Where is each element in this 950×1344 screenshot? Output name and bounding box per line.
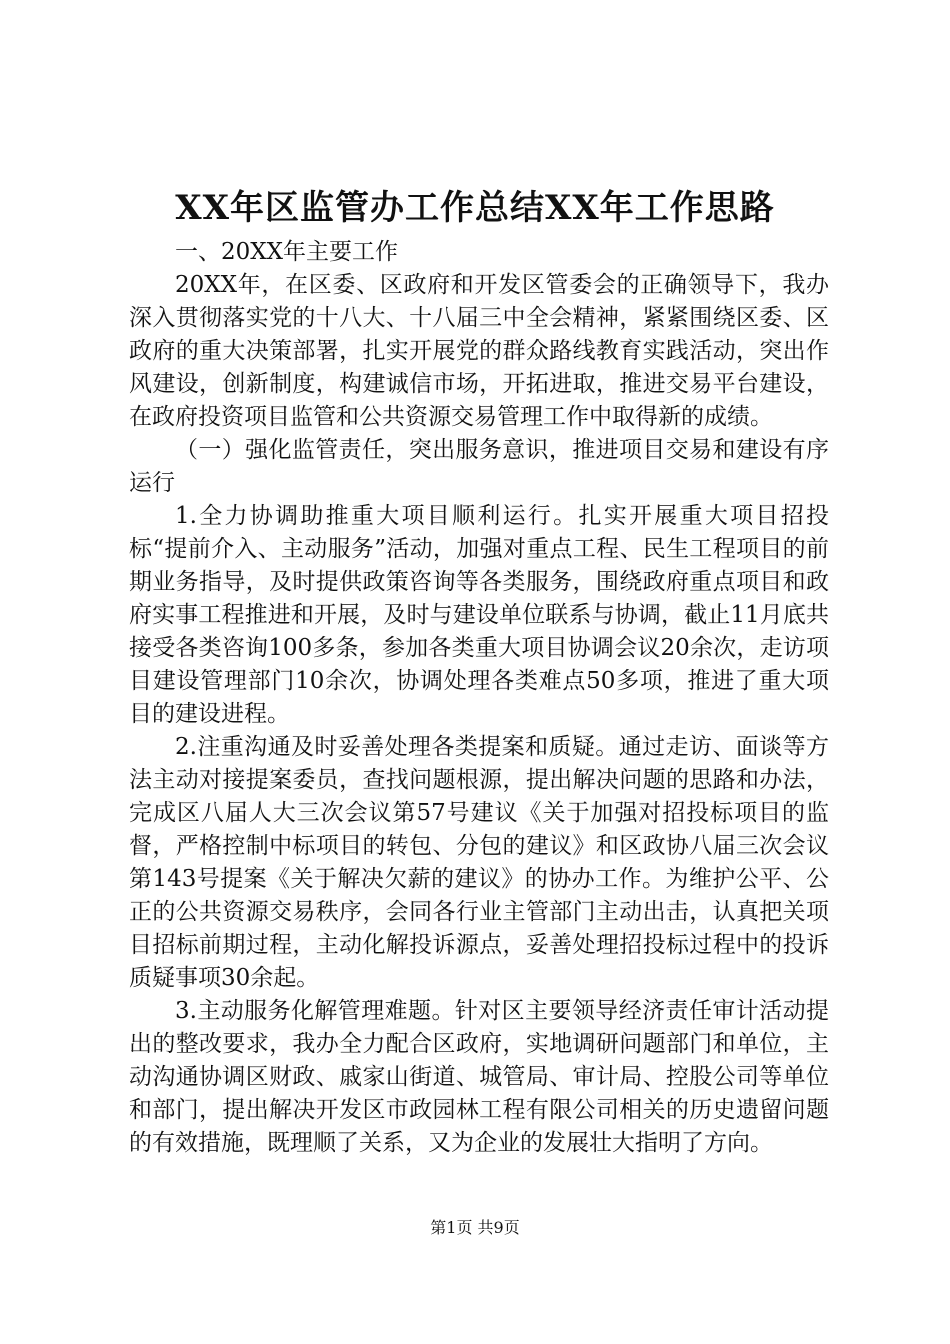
subsection-heading-1: （一）强化监管责任，突出服务意识，推进项目交易和建设有序运行 bbox=[129, 437, 829, 496]
section-heading-main-work: 一、20XX年主要工作 bbox=[175, 239, 399, 265]
document-title: XX年区监管办工作总结XX年工作思路 bbox=[175, 188, 775, 228]
item-paragraph-2: 2.注重沟通及时妥善处理各类提案和质疑。通过走访、面谈等方法主动对接提案委员，查找问题根源，提出解决问题的思路和办法，完成区八届人大三次会议第57号建议《关于加强对招投标项目的监督，严格控制中标项目的转包、分包的建议》和区政协八届三次会议第143号提案《关于解决欠薪的建议》的协办工作。为维护公平、公正的公共资源交易秩序，会同各行业主管部门主动出击，认真把关项目招标前期过程，主动化解投诉源点，妥善处理招投标过程中的投诉质疑事项30余起。 bbox=[129, 734, 829, 991]
document-body bbox=[129, 236, 829, 1160]
item-paragraph-3: 3.主动服务化解管理难题。针对区主要领导经济责任审计活动提出的整改要求，我办全力配合区政府，实地调研问题部门和单位，主动沟通协调区财政、戚家山街道、城管局、审计局、控股公司等单位和部门，提出解决开发区市政园林工程有限公司相关的历史遗留问题的有效措施，既理顺了关系，又为企业的发展壮大指明了方向。 bbox=[129, 998, 829, 1156]
page-footer: 第1页 共9页 bbox=[430, 1218, 520, 1237]
item-paragraph-1: 1.全力协调助推重大项目顺利运行。扎实开展重大项目招投标“提前介入、主动服务”活动，加强对重点工程、民生工程项目的前期业务指导，及时提供政策咨询等各类服务，围绕政府重点项目和政府实事工程推进和开展，及时与建设单位联系与协调，截止11月底共接受各类咨询100多条，参加各类重大项目协调会议20余次，走访项目建设管理部门10余次，协调处理各类难点50多项，推进了重大项目的建设进程。 bbox=[129, 503, 829, 727]
intro-paragraph: 20XX年，在区委、区政府和开发区管委会的正确领导下，我办深入贯彻落实党的十八大、十八届三中全会精神，紧紧围绕区委、区政府的重大决策部署，扎实开展党的群众路线教育实践活动，突出作风建设，创新制度，构建诚信市场，开拓进取，推进交易平台建设，在政府投资项目监管和公共资源交易管理工作中取得新的成绩。 bbox=[129, 272, 829, 430]
